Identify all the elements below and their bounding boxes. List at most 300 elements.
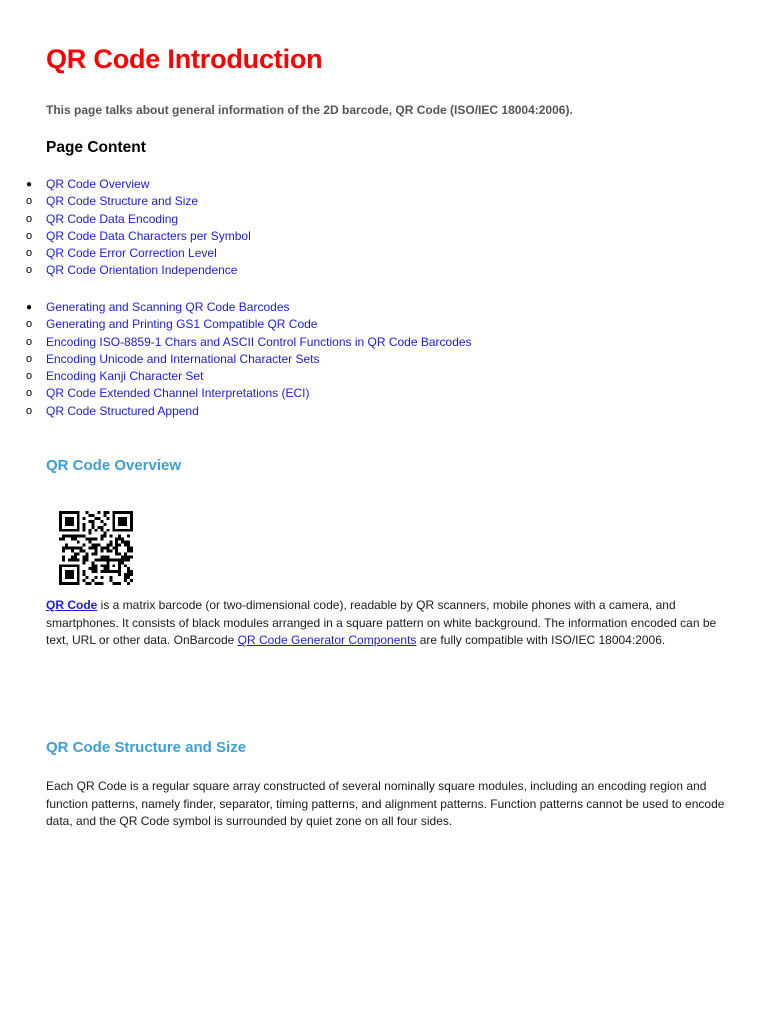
qr-module	[86, 555, 89, 558]
qr-module	[121, 541, 124, 544]
qr-module	[106, 529, 109, 532]
qr-module	[103, 547, 106, 550]
qr-module	[103, 514, 106, 517]
toc-item	[0, 403, 760, 420]
circle-marker: o	[25, 352, 33, 365]
qr-module	[121, 517, 124, 520]
qr-module	[68, 573, 71, 576]
page-title: QR Code Introduction	[46, 44, 323, 74]
qr-module	[124, 529, 127, 532]
qr-module	[77, 526, 80, 529]
qr-module	[112, 570, 115, 573]
qr-module	[115, 547, 118, 550]
qr-module	[92, 520, 95, 523]
qr-module	[86, 511, 89, 514]
qr-module	[127, 529, 130, 532]
qr-module	[97, 511, 100, 514]
qr-module	[68, 523, 71, 526]
qr-module	[127, 549, 130, 552]
qr-module	[83, 517, 86, 520]
qr-module	[100, 558, 103, 561]
qr-module	[95, 547, 98, 550]
structure-paragraph: Each QR Code is a regular square array constructed of several nominally square modules, including an encoding region and function patterns, namely finder, separator, timing patterns, and alignment patterns. Function patterns cannot be used to encode data, and the QR Code symbol is surrounded by quiet zone on all four sides.	[46, 779, 725, 829]
qr-module	[74, 511, 77, 514]
qr-module	[74, 547, 77, 550]
qr-module	[77, 582, 80, 585]
qr-module	[92, 570, 95, 573]
qr-module	[83, 526, 86, 529]
qr-module	[77, 567, 80, 570]
qr-module	[103, 567, 106, 570]
qr-module	[118, 582, 121, 585]
qr-module	[59, 523, 62, 526]
qr-module	[95, 538, 98, 541]
qr-module	[124, 520, 127, 523]
qr-module	[71, 555, 74, 558]
qr-module	[95, 558, 98, 561]
qr-module	[59, 567, 62, 570]
qr-module	[130, 511, 133, 514]
qr-module	[89, 541, 92, 544]
toc-item	[0, 351, 760, 368]
qr-module	[97, 526, 100, 529]
qr-module	[74, 558, 77, 561]
qr-module	[109, 544, 112, 547]
qr-module	[80, 549, 83, 552]
qr-module	[100, 549, 103, 552]
qr-module	[59, 582, 62, 585]
intro-text: This page talks about general information of the 2D barcode, QR Code (ISO/IEC 18004:2006).	[46, 103, 573, 117]
qr-module	[92, 526, 95, 529]
qr-module	[74, 552, 77, 555]
qr-module	[95, 544, 98, 547]
qr-module	[118, 564, 121, 567]
qr-generator-components-link[interactable]: QR Code Generator Components	[237, 633, 417, 648]
qr-module	[97, 517, 100, 520]
qr-module	[118, 535, 121, 538]
qr-module	[130, 529, 133, 532]
qr-module	[95, 517, 98, 520]
qr-module	[65, 511, 68, 514]
toc-link-error-correction[interactable]: QR Code Error Correction Level	[46, 246, 217, 261]
qr-module	[121, 523, 124, 526]
qr-module	[77, 511, 80, 514]
bullet-marker: ●	[25, 179, 33, 190]
qr-module	[100, 582, 103, 585]
qr-module	[59, 576, 62, 579]
qr-module	[65, 529, 68, 532]
overview-paragraph	[46, 597, 736, 650]
toc-item	[0, 245, 760, 262]
circle-marker: o	[25, 212, 33, 225]
qr-module	[74, 555, 77, 558]
qr-module	[124, 579, 127, 582]
qr-module	[65, 535, 68, 538]
qr-module	[68, 547, 71, 550]
qr-module	[115, 582, 118, 585]
toc-link-data-characters[interactable]: QR Code Data Characters per Symbol	[46, 228, 251, 243]
qr-module	[92, 564, 95, 567]
qr-module	[103, 511, 106, 514]
qr-module	[83, 555, 86, 558]
overview-text-2: are fully compatible with ISO/IEC 18004:2006.	[416, 633, 666, 648]
qr-module	[83, 523, 86, 526]
qr-module	[95, 570, 98, 573]
qr-module	[127, 511, 130, 514]
qr-module	[77, 570, 80, 573]
qr-module	[77, 552, 80, 555]
qr-module	[92, 523, 95, 526]
qr-module	[62, 529, 65, 532]
qr-module	[77, 523, 80, 526]
qr-module	[124, 573, 127, 576]
toc-list-group-1	[0, 176, 760, 280]
toc-item	[0, 193, 760, 210]
qr-module	[68, 582, 71, 585]
circle-marker: o	[25, 404, 33, 417]
qr-module	[59, 511, 62, 514]
toc-item	[0, 368, 760, 385]
qr-code-term-link[interactable]: QR Code	[46, 598, 98, 612]
qr-module	[68, 520, 71, 523]
toc-heading: Page Content	[46, 139, 146, 156]
qr-module	[95, 529, 98, 532]
toc-link-unicode[interactable]: Encoding Unicode and International Character Sets	[46, 351, 320, 366]
qr-module	[130, 570, 133, 573]
qr-module	[121, 538, 124, 541]
qr-module	[83, 573, 86, 576]
qr-module	[118, 570, 121, 573]
qr-module	[95, 549, 98, 552]
qr-module	[77, 529, 80, 532]
qr-module	[106, 570, 109, 573]
circle-marker: o	[25, 335, 33, 348]
qr-module	[115, 549, 118, 552]
qr-module	[89, 520, 92, 523]
qr-module	[95, 582, 98, 585]
qr-module	[112, 511, 115, 514]
qr-module	[59, 570, 62, 573]
qr-module	[65, 544, 68, 547]
toc-link-iso-8859-1[interactable]: Encoding ISO-8859-1 Chars and ASCII Control Functions in QR Code Barcodes	[46, 334, 472, 349]
qr-module	[86, 538, 89, 541]
qr-module	[130, 526, 133, 529]
qr-module	[83, 570, 86, 573]
qr-module	[89, 547, 92, 550]
qr-module	[127, 582, 130, 585]
qr-module	[130, 517, 133, 520]
qr-module	[97, 558, 100, 561]
qr-module	[109, 549, 112, 552]
qr-module	[100, 535, 103, 538]
qr-module	[95, 552, 98, 555]
toc-item	[0, 316, 760, 333]
qr-module	[83, 561, 86, 564]
toc-item	[0, 228, 760, 245]
qr-module	[77, 579, 80, 582]
qr-module	[103, 555, 106, 558]
toc-link-kanji[interactable]: Encoding Kanji Character Set	[46, 369, 204, 384]
toc-item	[0, 211, 760, 228]
qr-module	[62, 549, 65, 552]
qr-module	[74, 564, 77, 567]
qr-module	[127, 567, 130, 570]
qr-module	[71, 582, 74, 585]
qr-module	[92, 567, 95, 570]
qr-module	[100, 576, 103, 579]
toc-item	[0, 176, 760, 193]
qr-module	[59, 526, 62, 529]
qr-module	[103, 532, 106, 535]
qr-module	[130, 549, 133, 552]
qr-module	[59, 517, 62, 520]
qr-module	[65, 547, 68, 550]
overview-text-1: is a matrix barcode (or two-dimensional code), readable by QR scanners, mobile phones with a camera, and smartphones. It consists of black modules arranged in a square pattern on white background. The information encoded can be text, URL or other data. OnBarcode	[46, 598, 717, 648]
qr-module	[65, 576, 68, 579]
qr-module	[115, 541, 118, 544]
qr-module	[71, 570, 74, 573]
qr-module	[74, 582, 77, 585]
qr-module	[59, 538, 62, 541]
qr-module	[92, 514, 95, 517]
qr-module	[62, 547, 65, 550]
qr-module	[77, 547, 80, 550]
qr-module	[71, 511, 74, 514]
qr-module	[83, 535, 86, 538]
qr-module	[89, 529, 92, 532]
qr-module	[127, 576, 130, 579]
qr-module	[118, 523, 121, 526]
circle-marker: o	[25, 264, 33, 277]
qr-module	[71, 523, 74, 526]
qr-module	[106, 555, 109, 558]
qr-module	[112, 523, 115, 526]
qr-module	[62, 555, 65, 558]
qr-module	[124, 552, 127, 555]
qr-module	[118, 552, 121, 555]
toc-link-overview[interactable]: QR Code Overview	[46, 177, 150, 191]
qr-module	[86, 552, 89, 555]
qr-module	[100, 529, 103, 532]
qr-module	[65, 570, 68, 573]
structure-heading: QR Code Structure and Size	[46, 739, 247, 756]
qr-module	[92, 552, 95, 555]
qr-module	[68, 517, 71, 520]
qr-module	[127, 570, 130, 573]
qr-module	[130, 523, 133, 526]
qr-module	[118, 573, 121, 576]
toc-link-structured-append[interactable]: QR Code Structured Append	[46, 403, 199, 418]
circle-marker: o	[25, 195, 33, 208]
qr-module	[68, 535, 71, 538]
qr-module	[71, 576, 74, 579]
qr-module	[121, 511, 124, 514]
qr-module	[62, 535, 65, 538]
qr-module	[83, 579, 86, 582]
toc-link-data-encoding[interactable]: QR Code Data Encoding	[46, 211, 179, 226]
qr-module	[109, 576, 112, 579]
qr-module	[112, 564, 115, 567]
qr-module	[115, 552, 118, 555]
toc-link-eci[interactable]: QR Code Extended Channel Interpretations (ECI)	[46, 386, 310, 401]
qr-module	[77, 573, 80, 576]
qr-module	[71, 520, 74, 523]
circle-marker: o	[25, 247, 33, 260]
qr-module	[77, 576, 80, 579]
toc-link-generating-scanning[interactable]: Generating and Scanning QR Code Barcodes	[46, 300, 290, 314]
qr-module	[71, 517, 74, 520]
qr-module	[59, 520, 62, 523]
qr-module	[95, 567, 98, 570]
qr-module	[74, 535, 77, 538]
qr-module	[62, 558, 65, 561]
qr-module	[77, 541, 80, 544]
qr-module	[89, 582, 92, 585]
qr-module	[103, 564, 106, 567]
qr-module	[71, 538, 74, 541]
qr-module	[112, 529, 115, 532]
qr-module	[115, 544, 118, 547]
qr-module	[103, 523, 106, 526]
qr-module	[77, 514, 80, 517]
qr-module	[100, 538, 103, 541]
qr-module	[92, 561, 95, 564]
qr-module	[118, 567, 121, 570]
bullet-marker: ●	[25, 302, 33, 313]
qr-module	[62, 582, 65, 585]
qr-module	[71, 529, 74, 532]
qr-module	[65, 523, 68, 526]
qr-module	[77, 564, 80, 567]
qr-module	[115, 529, 118, 532]
qr-module	[65, 573, 68, 576]
qr-module	[71, 549, 74, 552]
qr-module	[74, 538, 77, 541]
qr-module	[106, 511, 109, 514]
qr-module	[103, 535, 106, 538]
qr-module	[124, 576, 127, 579]
qr-module	[100, 570, 103, 573]
qr-module	[106, 549, 109, 552]
qr-module	[109, 579, 112, 582]
qr-module	[92, 538, 95, 541]
qr-module	[124, 517, 127, 520]
qr-module	[86, 582, 89, 585]
circle-marker: o	[25, 229, 33, 242]
qr-module	[115, 570, 118, 573]
qr-module	[89, 514, 92, 517]
qr-module	[86, 558, 89, 561]
qr-module	[112, 558, 115, 561]
qr-module	[106, 547, 109, 550]
qr-module	[77, 517, 80, 520]
qr-module	[89, 538, 92, 541]
qr-module	[80, 535, 83, 538]
qr-module	[62, 511, 65, 514]
qr-module	[127, 558, 130, 561]
qr-module	[74, 529, 77, 532]
toc-link-structure-and-size[interactable]: QR Code Structure and Size	[46, 194, 199, 209]
qr-module	[127, 547, 130, 550]
qr-module	[124, 511, 127, 514]
qr-module	[121, 561, 124, 564]
qr-module	[127, 555, 130, 558]
qr-module	[71, 547, 74, 550]
qr-module	[106, 544, 109, 547]
qr-module	[59, 579, 62, 582]
qr-module	[106, 561, 109, 564]
qr-module	[112, 582, 115, 585]
qr-module	[89, 532, 92, 535]
qr-module	[89, 567, 92, 570]
qr-module	[112, 514, 115, 517]
circle-marker: o	[25, 387, 33, 400]
qr-module	[83, 529, 86, 532]
qr-module	[59, 514, 62, 517]
qr-module	[65, 564, 68, 567]
qr-module	[124, 544, 127, 547]
toc-item	[0, 334, 760, 351]
qr-module	[62, 538, 65, 541]
qr-module	[109, 558, 112, 561]
qr-module	[92, 544, 95, 547]
qr-module	[100, 564, 103, 567]
qr-module	[68, 529, 71, 532]
qr-module	[106, 558, 109, 561]
qr-module	[59, 573, 62, 576]
qr-module	[106, 517, 109, 520]
qr-module	[115, 558, 118, 561]
qr-module	[127, 541, 130, 544]
qr-module	[77, 520, 80, 523]
qr-module	[121, 529, 124, 532]
qr-module	[124, 523, 127, 526]
qr-module	[80, 547, 83, 550]
qr-module	[71, 564, 74, 567]
toc-link-gs1[interactable]: Generating and Printing GS1 Compatible QR Code	[46, 317, 318, 332]
qr-module	[77, 535, 80, 538]
qr-module	[95, 576, 98, 579]
qr-module	[130, 579, 133, 582]
qr-module	[124, 564, 127, 567]
circle-marker: o	[25, 318, 33, 331]
qr-module	[124, 558, 127, 561]
qr-module	[109, 535, 112, 538]
qr-module	[106, 564, 109, 567]
qr-module	[106, 567, 109, 570]
toc-link-orientation[interactable]: QR Code Orientation Independence	[46, 263, 238, 278]
qr-module	[118, 517, 121, 520]
qr-module	[118, 511, 121, 514]
qr-module	[97, 544, 100, 547]
qr-module	[100, 547, 103, 550]
qr-module	[71, 558, 74, 561]
qr-module	[124, 541, 127, 544]
overview-heading: QR Code Overview	[46, 457, 182, 474]
qr-module	[127, 544, 130, 547]
qr-module	[115, 511, 118, 514]
qr-module	[100, 555, 103, 558]
qr-module	[68, 511, 71, 514]
qr-module	[118, 561, 121, 564]
qr-module	[68, 558, 71, 561]
qr-module	[68, 564, 71, 567]
qr-module	[92, 579, 95, 582]
qr-module	[109, 570, 112, 573]
qr-module	[118, 558, 121, 561]
qr-module	[118, 529, 121, 532]
qr-module	[112, 520, 115, 523]
